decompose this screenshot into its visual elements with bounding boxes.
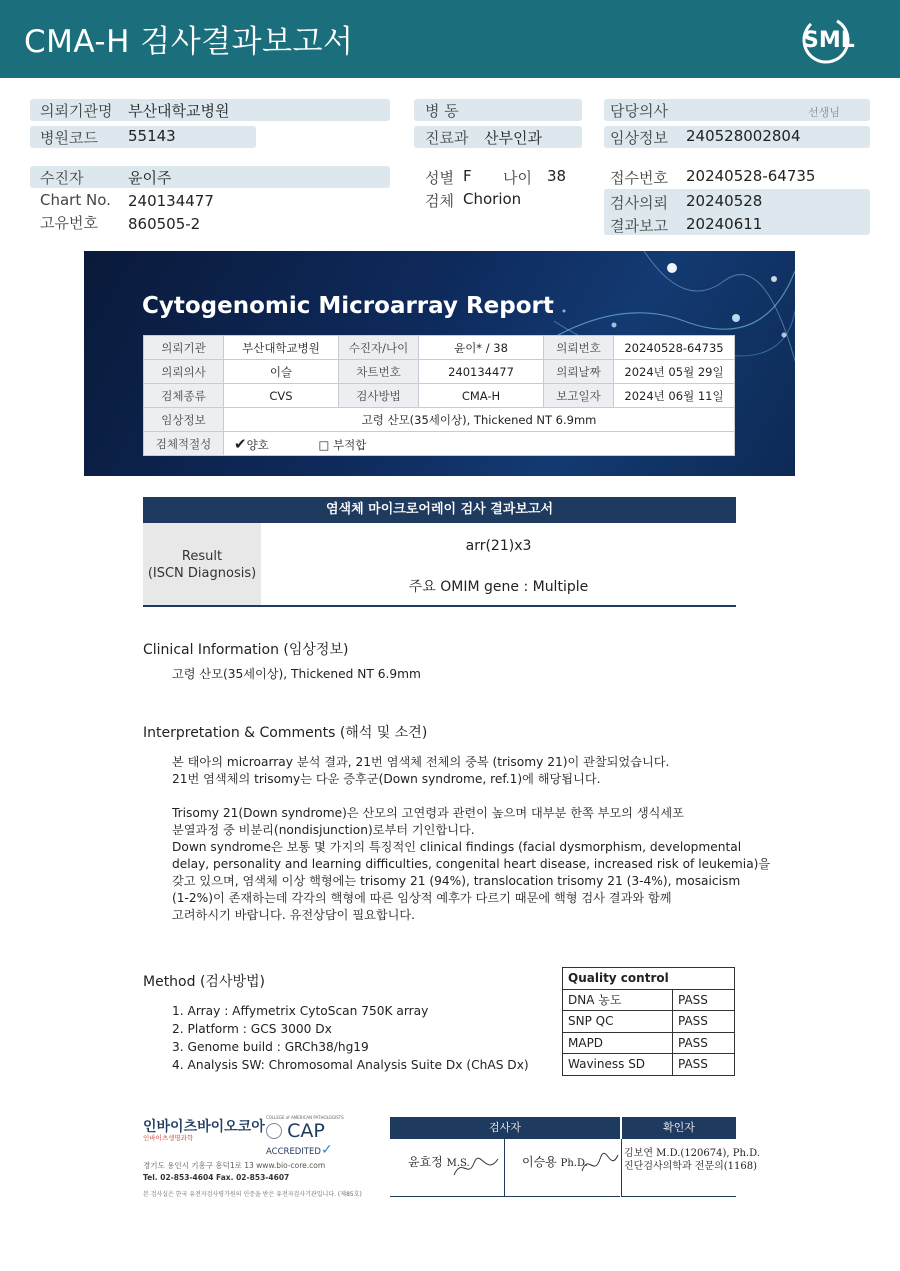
- confirmer-line1: 김보연 M.D.(120674), Ph.D.: [624, 1148, 760, 1159]
- adequate-label: 양호: [246, 437, 269, 452]
- department-label: 진료과: [425, 129, 469, 147]
- table-row: [144, 408, 735, 432]
- patient-label: 수진자: [40, 169, 84, 187]
- table-cell: 부산대학교병원: [224, 336, 339, 360]
- cap-text: CAP: [287, 1120, 325, 1142]
- report-banner: [84, 251, 795, 476]
- cap-accredited: [266, 1142, 366, 1158]
- clinical-text: 고령 산모(35세이상), Thickened NT 6.9mm: [172, 667, 421, 681]
- table-cell: 2024년 06월 11일: [614, 384, 735, 408]
- report-title: Cytogenomic Microarray Report: [142, 293, 554, 319]
- examiner1-name: 윤효정: [408, 1155, 443, 1169]
- text-line: Down syndrome은 보통 몇 가지의 특징적인 clinical findings (facial dysmorphism, developmental: [172, 840, 742, 854]
- interpretation-paragraph-2: [172, 805, 770, 924]
- unique-value: 860505-2: [128, 215, 201, 233]
- table-cell: 검사방법: [339, 384, 419, 408]
- examiner2-signature: [522, 1153, 588, 1170]
- doctor-suffix: 선생님: [808, 106, 840, 119]
- report-info-table: [143, 335, 735, 456]
- checkmark-icon: ✔: [234, 434, 247, 453]
- specimen-label: 검체: [425, 192, 454, 210]
- interpretation-paragraph-1: [172, 754, 669, 788]
- sex-value: F: [463, 167, 472, 185]
- hospital-code-value: 55143: [128, 127, 176, 145]
- table-row: [144, 432, 735, 456]
- table-row: [144, 360, 735, 384]
- interpretation-title: Interpretation & Comments (해석 및 소견): [143, 725, 428, 741]
- report-date-value: 20240611: [686, 215, 763, 233]
- institution-label: 의뢰기관명: [40, 102, 113, 120]
- list-item: 3. Genome build : GRCh38/hg19: [172, 1040, 369, 1054]
- confirmer-signature: [624, 1147, 760, 1173]
- table-cell: SNP QC: [563, 1011, 673, 1033]
- ward-label: 병 동: [425, 102, 459, 120]
- request-label: 검사의뢰: [610, 194, 668, 212]
- patient-value: 윤이주: [128, 169, 172, 187]
- text-line: 21번 염색체의 trisomy는 다운 증후군(Down syndrome, ref.1)에 해당됩니다.: [172, 772, 601, 786]
- signature-scribble-icon: [580, 1151, 620, 1179]
- text-line: Trisomy 21(Down syndrome)은 산모의 고연령과 관련이 높으며 대부분 한쪽 부모의 생식세포: [172, 806, 684, 820]
- table-cell: CVS: [224, 384, 339, 408]
- table-cell: 검체종류: [144, 384, 224, 408]
- quality-control-table: [562, 967, 735, 1076]
- table-cell: 이슬: [224, 360, 339, 384]
- table-cell: 차트번호: [339, 360, 419, 384]
- table-cell: 240134477: [419, 360, 544, 384]
- table-cell: 2024년 05월 29일: [614, 360, 735, 384]
- examiner-header: 검사자: [390, 1117, 620, 1139]
- clinical-value: 240528002804: [686, 127, 801, 145]
- institution-value: 부산대학교병원: [128, 102, 230, 120]
- confirmer-line2: 진단검사의학과 전문의(1168): [624, 1161, 758, 1172]
- report-date-label: 결과보고: [610, 217, 668, 235]
- method-title: Method (검사방법): [143, 974, 265, 990]
- result-box: [143, 523, 736, 607]
- company-name: 인바이츠바이오코아: [143, 1119, 265, 1135]
- table-cell: 고령 산모(35세이상), Thickened NT 6.9mm: [224, 408, 735, 432]
- confirmer-header: 확인자: [622, 1117, 736, 1139]
- cap-logo: [266, 1115, 366, 1158]
- table-row: [563, 1054, 735, 1076]
- cap-seal-icon: [266, 1123, 282, 1139]
- sex-label: 성별: [425, 169, 454, 187]
- table-cell: MAPD: [563, 1032, 673, 1054]
- department-value: 산부인과: [484, 129, 542, 147]
- table-row: [144, 336, 735, 360]
- examiner1-degree: M.S.: [446, 1158, 470, 1169]
- certification-note: 본 검사실은 한국 유전자검사평가원의 인증을 받은 유전자검사기관입니다. (제85호): [143, 1191, 362, 1198]
- age-label: 나이: [503, 169, 532, 187]
- list-item: 4. Analysis SW: Chromosomal Analysis Suite Dx (ChAS Dx): [172, 1058, 529, 1072]
- company-subname: 인바이츠생명과학: [143, 1134, 194, 1142]
- table-cell: 의뢰날짜: [544, 360, 614, 384]
- clinical-title: Clinical Information (임상정보): [143, 642, 349, 658]
- specimen-adequacy-cell: [224, 432, 735, 456]
- specimen-value: Chorion: [463, 190, 522, 208]
- result-label: [143, 523, 261, 605]
- table-cell: PASS: [673, 989, 735, 1011]
- table-cell: Waviness SD: [563, 1054, 673, 1076]
- table-cell: PASS: [673, 1032, 735, 1054]
- inadequate-label: 부적합: [332, 437, 367, 452]
- table-cell: 윤이* / 38: [419, 336, 544, 360]
- table-cell: 의뢰번호: [544, 336, 614, 360]
- page-title: CMA-H 검사결과보고서: [24, 24, 354, 60]
- logo-text: SML: [803, 28, 855, 53]
- text-line: 갖고 있으며, 염색체 이상 핵형에는 trisomy 21 (94%), translocation trisomy 21 (3-4%), mosaicism: [172, 874, 741, 888]
- table-cell: 보고일자: [544, 384, 614, 408]
- iscn-result: arr(21)x3: [465, 538, 532, 554]
- request-value: 20240528: [686, 192, 763, 210]
- table-row: [563, 1032, 735, 1054]
- cap-accredited-text: ACCREDITED: [266, 1147, 321, 1157]
- chart-label: Chart No.: [40, 191, 111, 209]
- table-row: [144, 384, 735, 408]
- sml-logo: [798, 12, 854, 68]
- text-line: 본 태아의 microarray 분석 결과, 21번 염색체 전체의 중복 (trisomy 21)이 관찰되었습니다.: [172, 755, 670, 769]
- table-cell: DNA 농도: [563, 989, 673, 1011]
- receipt-label: 접수번호: [610, 169, 668, 187]
- hospital-code-label: 병원코드: [40, 129, 98, 147]
- result-bar: 염색체 마이크로어레이 검사 결과보고서: [143, 497, 736, 523]
- table-row: [563, 968, 735, 990]
- table-cell: 의뢰의사: [144, 360, 224, 384]
- chart-value: 240134477: [128, 192, 214, 210]
- table-cell: PASS: [673, 1054, 735, 1076]
- examiner2-degree: Ph.D.: [560, 1158, 588, 1169]
- receipt-value: 20240528-64735: [686, 167, 816, 185]
- method-list: [172, 1002, 529, 1074]
- list-item: 2. Platform : GCS 3000 Dx: [172, 1022, 332, 1036]
- unique-label: 고유번호: [40, 214, 98, 232]
- table-cell: PASS: [673, 1011, 735, 1033]
- text-line: (1-2%)이 존재하는데 각각의 핵형에 따른 임상적 예후가 다르기 때문에 핵형 검사 결과와 함께: [172, 891, 672, 905]
- pill-patient: [30, 166, 390, 188]
- company-tel: Tel. 02-853-4604 Fax. 02-853-4607: [143, 1173, 290, 1182]
- table-row: [563, 1011, 735, 1033]
- result-label-line1: Result: [181, 549, 223, 564]
- omim-gene: 주요 OMIM gene : Multiple: [408, 579, 589, 595]
- cap-small-text: COLLEGE of AMERICAN PATHOLOGISTS: [266, 1115, 344, 1120]
- divider: [621, 1139, 622, 1197]
- examiner2-name: 이승용: [522, 1155, 557, 1169]
- result-label-line2: (ISCN Diagnosis): [147, 566, 257, 581]
- signature-scribble-icon: [452, 1153, 502, 1181]
- list-item: 1. Array : Affymetrix CytoScan 750K array: [172, 1004, 429, 1018]
- clinical-label: 임상정보: [610, 129, 668, 147]
- table-cell: 수진자/나이: [339, 336, 419, 360]
- table-cell: 20240528-64735: [614, 336, 735, 360]
- check-icon: ✓: [320, 1142, 333, 1158]
- company-address: 경기도 용인시 기흥구 흥덕1로 13 www.bio-core.com: [143, 1161, 326, 1170]
- table-cell: 임상정보: [144, 408, 224, 432]
- qc-title: Quality control: [563, 968, 735, 990]
- text-line: 고려하시기 바랍니다. 유전상담이 필요합니다.: [172, 908, 416, 922]
- table-cell: 검체적절성: [144, 432, 224, 456]
- signature-box: [390, 1139, 760, 1197]
- checkbox-icon: □: [318, 437, 330, 452]
- age-value: 38: [547, 167, 567, 185]
- table-cell: CMA-H: [419, 384, 544, 408]
- text-line: delay, personality and learning difficulties, congenital heart disease, increased risk of leukemia)을: [172, 857, 771, 871]
- divider: [504, 1139, 505, 1197]
- table-row: [563, 989, 735, 1011]
- header-bar: [0, 0, 900, 78]
- table-cell: 의뢰기관: [144, 336, 224, 360]
- doctor-label: 담당의사: [610, 102, 668, 120]
- text-line: 분열과정 중 비분리(nondisjunction)로부터 기인합니다.: [172, 823, 475, 837]
